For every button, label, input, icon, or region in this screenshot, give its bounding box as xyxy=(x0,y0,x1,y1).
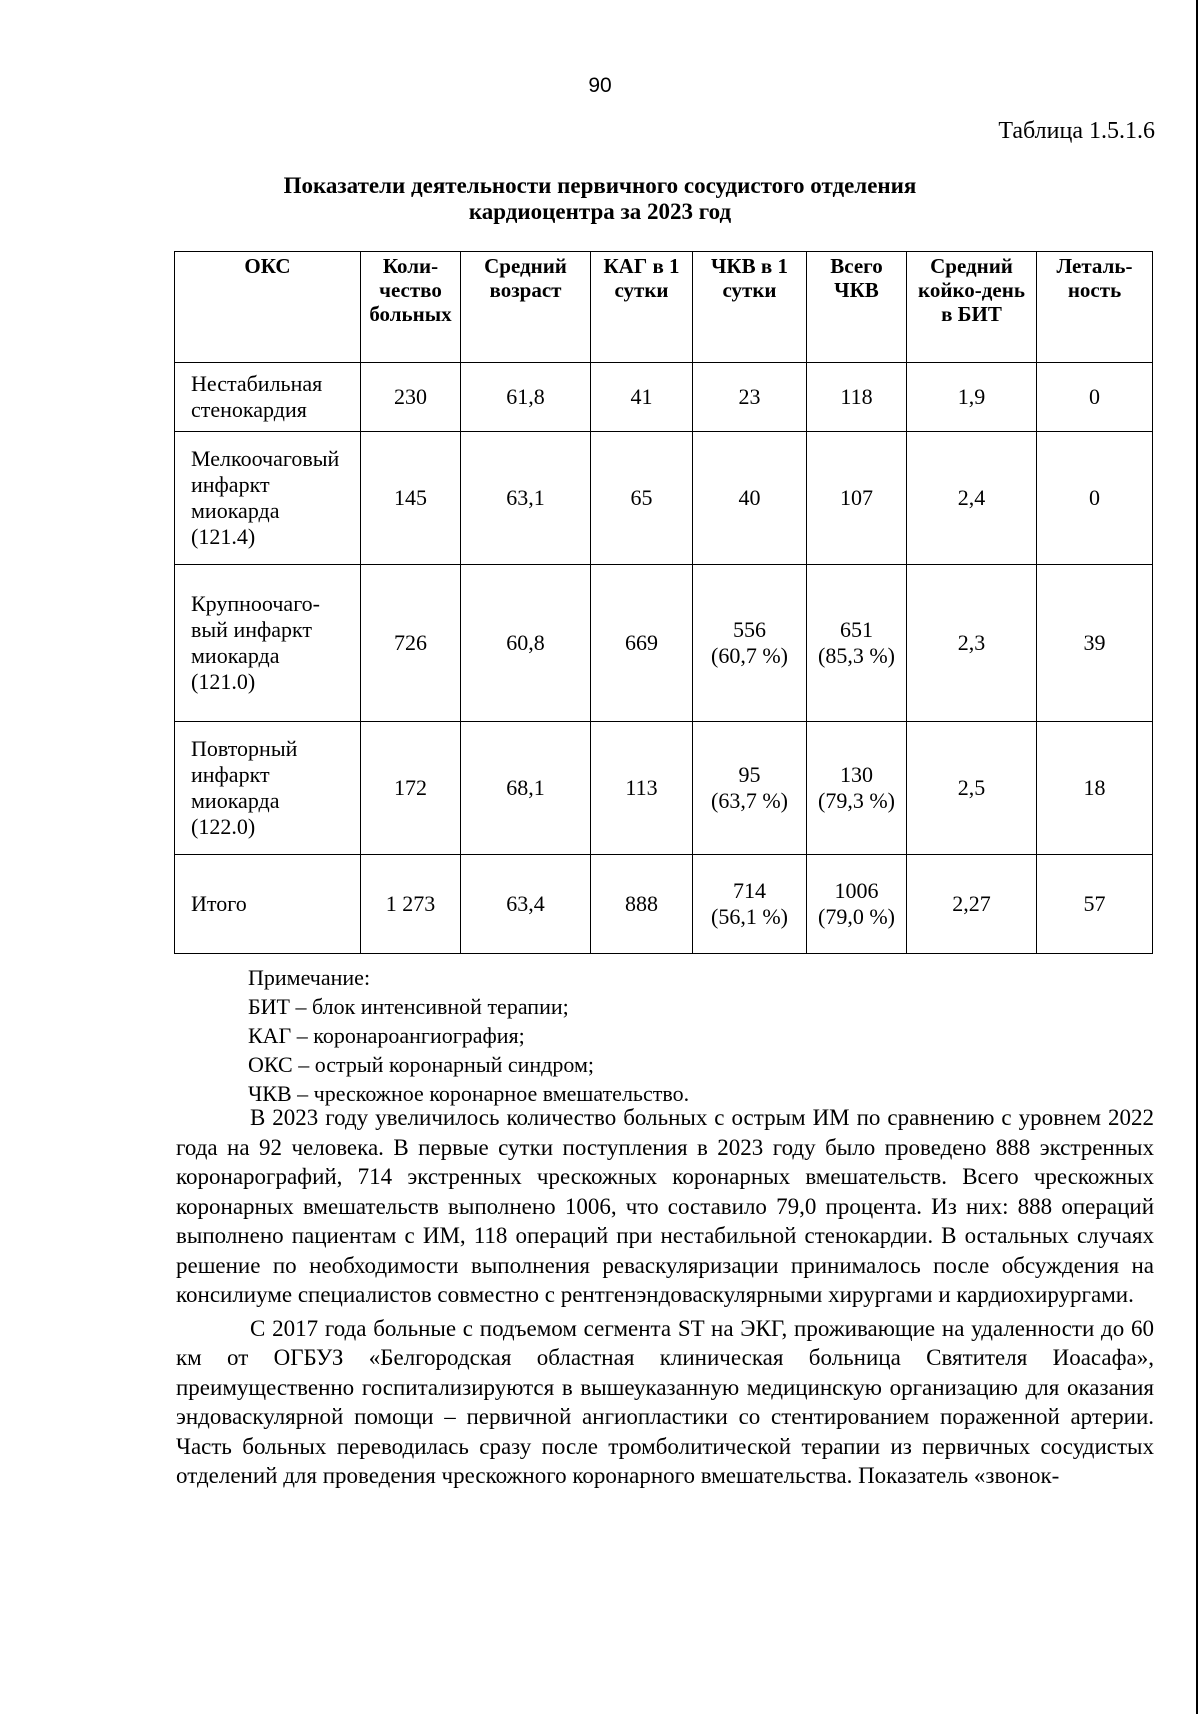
cell-chkv1 xyxy=(693,722,807,855)
cell-chkv1-value: 40 xyxy=(738,485,761,510)
cell-total-chkv xyxy=(807,363,907,432)
cell-total-chkv-percent: (85,3 %) xyxy=(818,643,895,668)
cell-lethality: 0 xyxy=(1037,432,1153,565)
cell-kag: 113 xyxy=(591,722,693,855)
table-row-total xyxy=(175,855,1153,954)
cell-age: 61,8 xyxy=(461,363,591,432)
cell-lethality: 0 xyxy=(1037,363,1153,432)
note-item: БИТ – блок интенсивной терапии; xyxy=(248,994,569,1019)
page-border-line xyxy=(1196,0,1198,1714)
cell-kag: 65 xyxy=(591,432,693,565)
cell-count: 172 xyxy=(361,722,461,855)
cell-total-chkv-percent: (79,0 %) xyxy=(818,904,895,929)
cell-chkv1 xyxy=(693,432,807,565)
cell-total-chkv-percent: (79,3 %) xyxy=(818,788,895,813)
cell-bed-days: 1,9 xyxy=(907,363,1037,432)
header-average-age: Средний возраст xyxy=(461,252,591,363)
cell-bed-days: 2,3 xyxy=(907,565,1037,722)
table-header-row xyxy=(175,252,1153,363)
table-notes xyxy=(248,963,689,1108)
paragraph: С 2017 года больные с подъемом сегмента ST на ЭКГ, проживающие на удаленности до 60 км от ОГБУЗ «Белгородская областная клиническая больница Святителя Иоасафа», преимущественно госпитализируются в вышеуказанную медицинскую организацию для оказания эндоваскулярной помощи – первичной ангиопластики со стентированием пораженной артерии. Часть больных переводилась сразу после тромболитической терапии из первичных сосудистых отделений для проведения чрескожного коронарного вмешательства. Показатель «звонок- xyxy=(176,1315,1154,1488)
cell-kag: 41 xyxy=(591,363,693,432)
header-lethality: Леталь- ность xyxy=(1037,252,1153,363)
cell-total-chkv-value: 130 xyxy=(840,762,873,787)
paragraph: В 2023 году увеличилось количество больных с острым ИМ по сравнению с уровнем 2022 года на 92 человека. В первые сутки поступления в 2023 году было проведено 888 экстренных коронарографий, 714 экстренных чрескожных коронарных вмешательств. Всего чрескожных коронарных вмешательств выполнено 1006, что составило 79,0 процента. Из них: 888 операций выполнено пациентам с ИМ, 118 операций при нестабильной стенокардии. В остальных случаях решение по необходимости выполнения реваскуляризации принималось после обсуждения на консилиуме специалистов совместно с рентгенэндоваскулярными хирургами и кардиохирургами. xyxy=(176,1105,1154,1307)
cell-count: 145 xyxy=(361,432,461,565)
table-title-line2: кардиоцентра за 2023 год xyxy=(468,199,732,224)
cell-name: Нестабильная стенокардия xyxy=(175,363,361,432)
cell-kag: 669 xyxy=(591,565,693,722)
table-row xyxy=(175,565,1153,722)
cell-total-chkv xyxy=(807,432,907,565)
cell-chkv1 xyxy=(693,855,807,954)
cell-chkv1-value: 714 xyxy=(733,878,766,903)
table-row xyxy=(175,432,1153,565)
cell-name: Крупноочаго- вый инфаркт миокарда (121.0) xyxy=(175,565,361,722)
cell-total-chkv xyxy=(807,722,907,855)
table-label: Таблица 1.5.1.6 xyxy=(998,118,1155,144)
cell-age: 68,1 xyxy=(461,722,591,855)
data-table xyxy=(174,251,1153,954)
cell-name: Мелкоочаговый инфаркт миокарда (121.4) xyxy=(175,432,361,565)
cell-chkv1-percent: (56,1 %) xyxy=(711,904,788,929)
cell-chkv1-percent: (60,7 %) xyxy=(711,643,788,668)
header-oks: ОКС xyxy=(175,252,361,363)
cell-name: Итого xyxy=(175,855,361,954)
table-title-line1: Показатели деятельности первичного сосудистого отделения xyxy=(283,173,917,198)
header-total-chkv: Всего ЧКВ xyxy=(807,252,907,363)
note-item: ЧКВ – чрескожное коронарное вмешательство. xyxy=(248,1081,690,1106)
cell-age: 60,8 xyxy=(461,565,591,722)
table-title xyxy=(0,173,1200,225)
cell-count: 1 273 xyxy=(361,855,461,954)
cell-bed-days: 2,27 xyxy=(907,855,1037,954)
cell-chkv1-value: 556 xyxy=(733,617,766,642)
body-text xyxy=(176,1103,1154,1495)
cell-total-chkv-value: 118 xyxy=(840,384,873,409)
cell-age: 63,4 xyxy=(461,855,591,954)
table-row xyxy=(175,363,1153,432)
cell-kag: 888 xyxy=(591,855,693,954)
header-patient-count: Коли- чество больных xyxy=(361,252,461,363)
cell-count: 726 xyxy=(361,565,461,722)
cell-chkv1-percent: (63,7 %) xyxy=(711,788,788,813)
cell-name: Повторный инфаркт миокарда (122.0) xyxy=(175,722,361,855)
cell-bed-days: 2,4 xyxy=(907,432,1037,565)
header-chkv-day1: ЧКВ в 1 сутки xyxy=(693,252,807,363)
cell-age: 63,1 xyxy=(461,432,591,565)
cell-total-chkv-value: 651 xyxy=(840,617,873,642)
cell-lethality: 57 xyxy=(1037,855,1153,954)
cell-chkv1-value: 23 xyxy=(738,384,761,409)
header-bed-days: Средний койко-день в БИТ xyxy=(907,252,1037,363)
cell-bed-days: 2,5 xyxy=(907,722,1037,855)
notes-heading: Примечание: xyxy=(248,965,371,990)
cell-lethality: 18 xyxy=(1037,722,1153,855)
cell-chkv1-value: 95 xyxy=(738,762,761,787)
cell-lethality: 39 xyxy=(1037,565,1153,722)
cell-total-chkv xyxy=(807,565,907,722)
note-item: ОКС – острый коронарный синдром; xyxy=(248,1052,594,1077)
cell-total-chkv-value: 107 xyxy=(840,485,873,510)
cell-chkv1 xyxy=(693,363,807,432)
note-item: КАГ – коронароангиография; xyxy=(248,1023,525,1048)
cell-total-chkv xyxy=(807,855,907,954)
cell-chkv1 xyxy=(693,565,807,722)
page-number: 90 xyxy=(588,74,612,97)
cell-total-chkv-value: 1006 xyxy=(834,878,879,903)
table-row xyxy=(175,722,1153,855)
header-kag-day1: КАГ в 1 сутки xyxy=(591,252,693,363)
cell-count: 230 xyxy=(361,363,461,432)
